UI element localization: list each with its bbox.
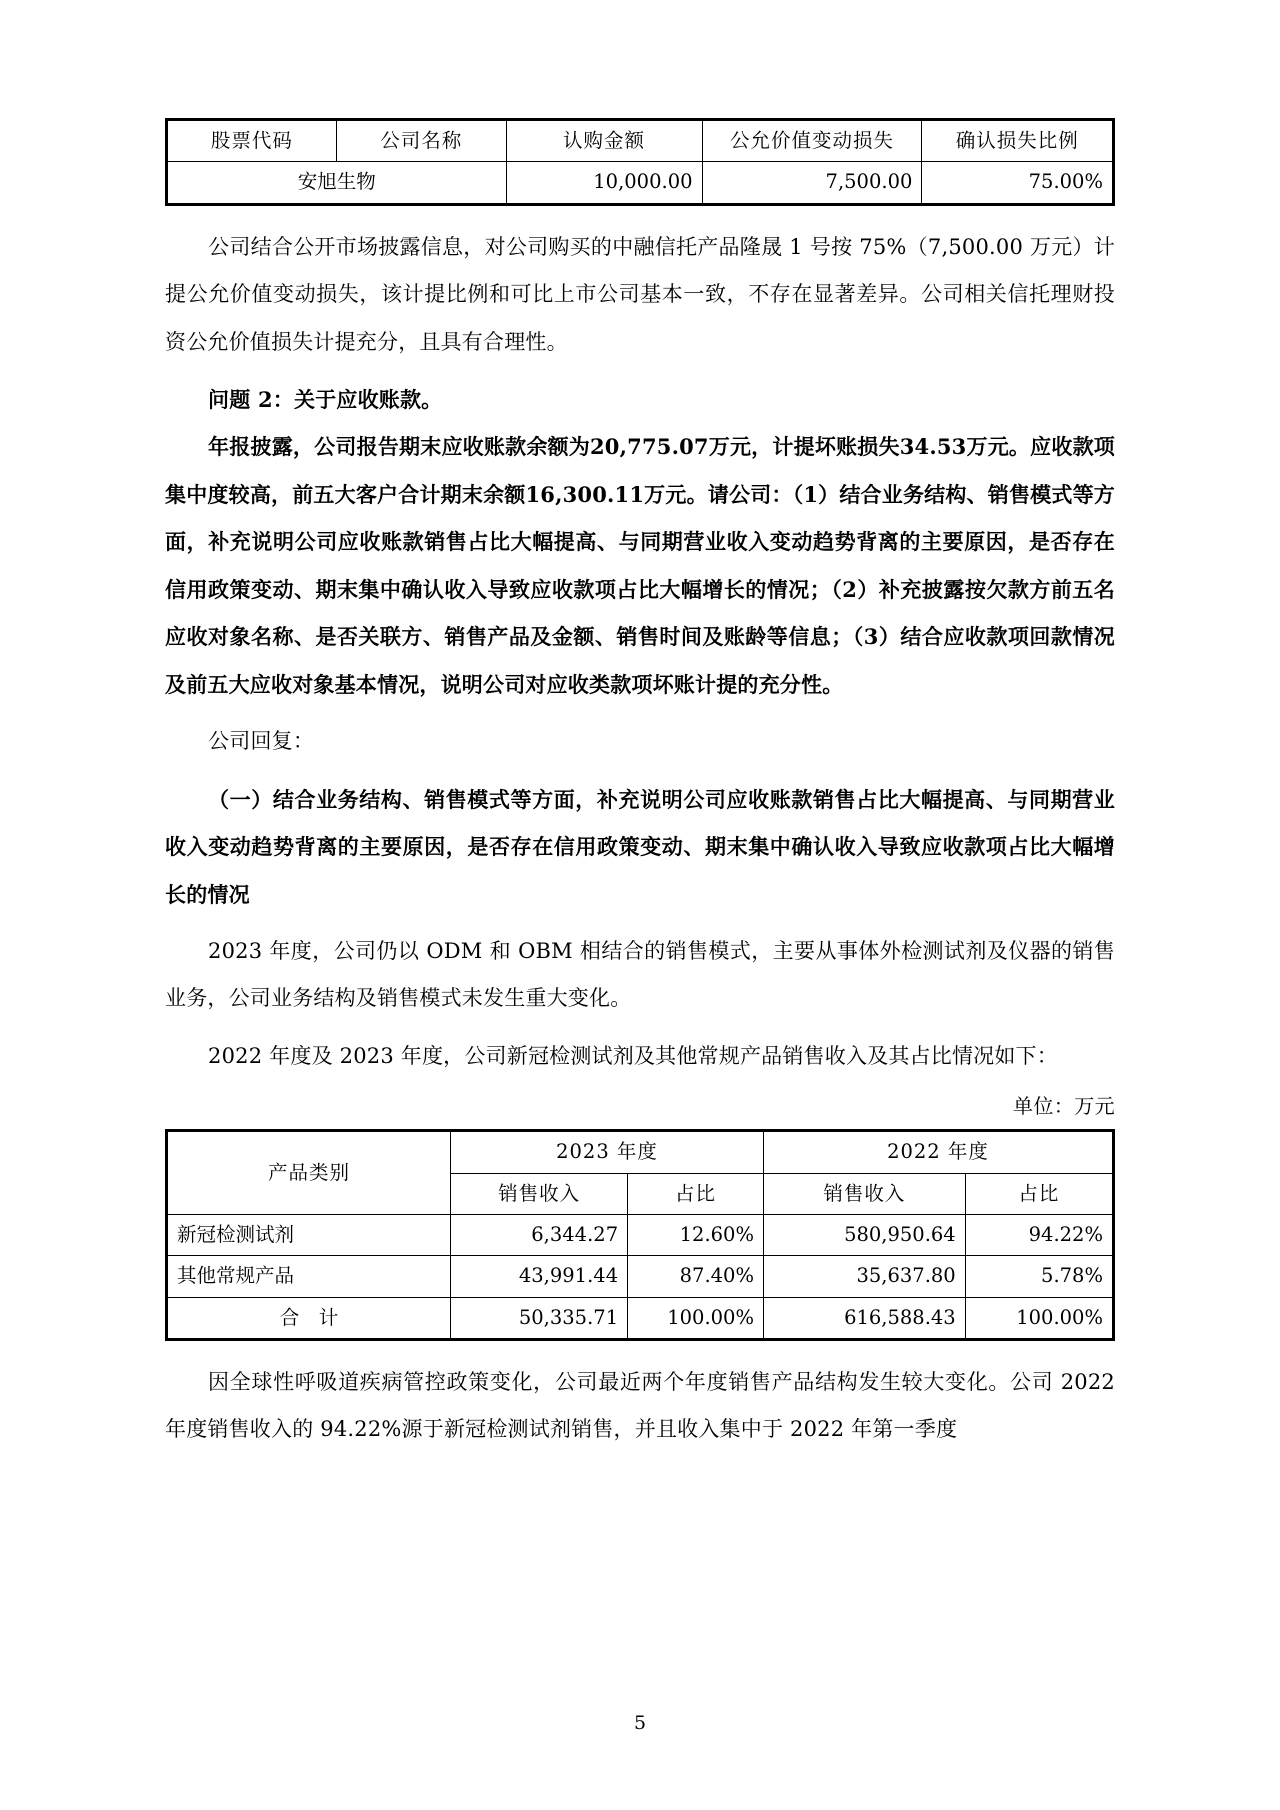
table-total-row xyxy=(167,1297,1114,1339)
cell-category: 新冠检测试剂 xyxy=(167,1214,451,1255)
cell-category: 其他常规产品 xyxy=(167,1256,451,1297)
cell-subscription-amount: 10,000.00 xyxy=(506,162,702,204)
table-header-row-top xyxy=(167,1131,1114,1173)
section-one-title: （一）结合业务结构、销售模式等方面，补充说明公司应收账款销售占比大幅提高、与同期营业收入变动趋势背离的主要原因，是否存在信用政策变动、期末集中确认收入导致应收款项占比大幅增长的情况 xyxy=(165,786,1115,907)
cell-share-2022: 94.22% xyxy=(965,1214,1113,1255)
question-2-body: 年报披露，公司报告期末应收账款余额为20,775.07万元，计提坏账损失34.53万元。应收款项集中度较高，前五大客户合计期末余额16,300.11万元。请公司：（1）结合业务结构、销售模式等方面，补充说明公司应收账款销售占比大幅提高、与同期营业收入变动趋势背离的主要原因，是否存在信用政策变动、期末集中确认收入导致应收款项占比大幅增长的情况；（2）补充披露按欠款方前五名应收对象名称、是否关联方、销售产品及金额、销售时间及账龄等信息；（3）结合应收款项回款情况及前五大应收对象基本情况，说明公司对应收类款项坏账计提的充分性。 xyxy=(165,434,1115,697)
revenue-by-product-table xyxy=(165,1129,1115,1341)
table-header-row xyxy=(167,120,1114,162)
cell-total-share-2023: 100.00% xyxy=(628,1297,764,1339)
header-revenue-2023: 销售收入 xyxy=(451,1173,628,1214)
cell-total-label: 合 计 xyxy=(167,1297,451,1339)
cell-share-2022: 5.78% xyxy=(965,1256,1113,1297)
header-fair-value-loss: 公允价值变动损失 xyxy=(702,120,922,162)
table-row xyxy=(167,162,1114,204)
header-loss-ratio: 确认损失比例 xyxy=(922,120,1114,162)
header-year-2023: 2023 年度 xyxy=(451,1131,764,1173)
paragraph-trust-explanation: 公司结合公开市场披露信息，对公司购买的中融信托产品隆晟 1 号按 75%（7,500.00 万元）计提公允价值变动损失，该计提比例和可比上市公司基本一致，不存在显著差异。公司相关信托理财投资公允价值损失计提充分，且具有合理性。 xyxy=(165,234,1115,354)
cell-company-name: 安旭生物 xyxy=(167,162,507,204)
paragraph-revenue-intro: 2022 年度及 2023 年度，公司新冠检测试剂及其他常规产品销售收入及其占比情况如下： xyxy=(208,1043,1058,1068)
cell-fair-value-loss: 7,500.00 xyxy=(702,162,922,204)
page-number: 5 xyxy=(633,1712,647,1734)
cell-share-2023: 87.40% xyxy=(628,1256,764,1297)
table-row xyxy=(167,1214,1114,1255)
header-year-2022: 2022 年度 xyxy=(763,1131,1113,1173)
cell-revenue-2023: 6,344.27 xyxy=(451,1214,628,1255)
cell-total-revenue-2022: 616,588.43 xyxy=(763,1297,965,1339)
cell-total-share-2022: 100.00% xyxy=(965,1297,1113,1339)
table-row xyxy=(167,1256,1114,1297)
header-share-2022: 占比 xyxy=(965,1173,1113,1214)
cell-revenue-2022: 35,637.80 xyxy=(763,1256,965,1297)
trust-loss-table-wrapper xyxy=(165,118,1115,206)
unit-note: 单位：万元 xyxy=(1013,1094,1115,1119)
header-subscription-amount: 认购金额 xyxy=(506,120,702,162)
paragraph-business-model: 2023 年度，公司仍以 ODM 和 OBM 相结合的销售模式，主要从事体外检测试剂及仪器的销售业务，公司业务结构及销售模式未发生重大变化。 xyxy=(165,938,1115,1011)
cell-revenue-2022: 580,950.64 xyxy=(763,1214,965,1255)
header-stock-code: 股票代码 xyxy=(167,120,337,162)
company-reply-label: 公司回复： xyxy=(208,729,315,754)
trust-loss-table xyxy=(165,118,1115,206)
question-2-title: 问题 2：关于应收账款。 xyxy=(208,386,443,412)
cell-loss-ratio: 75.00% xyxy=(922,162,1114,204)
header-company-name: 公司名称 xyxy=(336,120,506,162)
page-content xyxy=(165,118,1115,1454)
cell-revenue-2023: 43,991.44 xyxy=(451,1256,628,1297)
paragraph-structure-change: 因全球性呼吸道疾病管控政策变化，公司最近两个年度销售产品结构发生较大变化。公司 2022 年度销售收入的 94.22%源于新冠检测试剂销售，并且收入集中于 2022 年第一季度 xyxy=(165,1369,1115,1442)
header-revenue-2022: 销售收入 xyxy=(763,1173,965,1214)
header-share-2023: 占比 xyxy=(628,1173,764,1214)
header-product-category: 产品类别 xyxy=(167,1131,451,1215)
cell-share-2023: 12.60% xyxy=(628,1214,764,1255)
cell-total-revenue-2023: 50,335.71 xyxy=(451,1297,628,1339)
